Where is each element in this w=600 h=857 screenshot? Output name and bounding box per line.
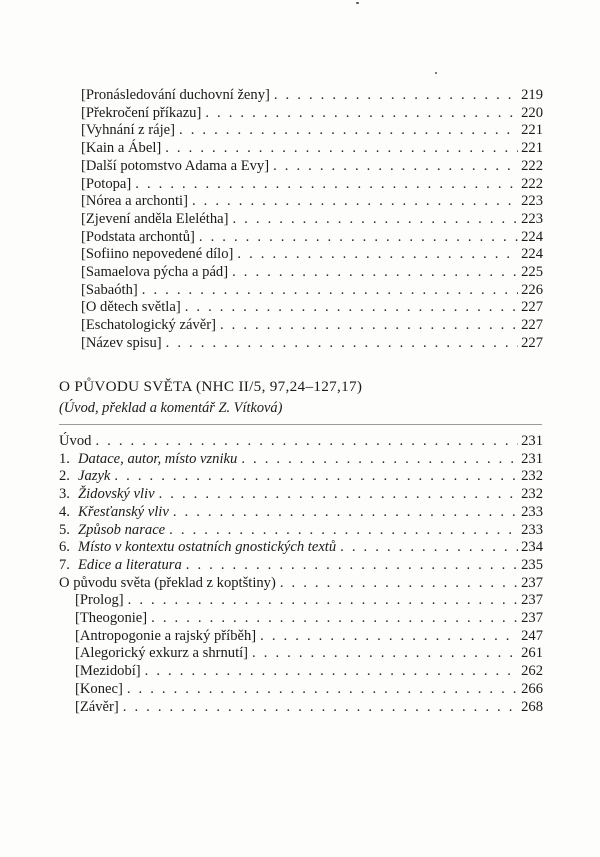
toc-entry-label: [Theogonie] <box>75 610 148 626</box>
toc-leader-dots <box>142 281 518 299</box>
toc-entry-page-number: 232 <box>521 468 543 485</box>
toc-entry-label: Úvod <box>59 433 92 449</box>
toc-entry <box>0 139 600 157</box>
toc-entry <box>0 538 600 556</box>
toc-leader-dots <box>166 334 518 352</box>
toc-entry-label: Místo v kontextu ostatních gnostických textů <box>78 539 337 556</box>
toc-entry-page-number: 235 <box>521 556 543 573</box>
toc-entry-page-number: 266 <box>521 680 543 697</box>
toc-entry <box>0 157 600 175</box>
toc-entry <box>0 662 600 680</box>
toc-entry-page-number: 226 <box>521 281 543 298</box>
toc-entry-label: [Kain a Ábel] <box>81 140 162 157</box>
toc-entry-label: Způsob narace <box>78 521 166 538</box>
toc-entry <box>0 228 600 246</box>
toc-leader-dots <box>232 263 518 281</box>
toc-entry-page-number: 247 <box>521 627 543 644</box>
toc-entry-number: 1. <box>59 450 70 467</box>
toc-entry-label: [Překročení příkazu] <box>81 104 202 121</box>
toc-entry-label: [Název spisu] <box>81 334 162 351</box>
toc-entry <box>0 680 600 698</box>
section-subtitle: (Úvod, překlad a komentář Z. Vítková) <box>59 400 283 416</box>
toc-entry-page-number: 222 <box>521 157 543 174</box>
toc-entry-page-number: 268 <box>521 698 543 715</box>
toc-leader-dots <box>199 228 518 246</box>
section-title: O PŮVODU SVĚTA (NHC II/5, 97,24–127,17) <box>59 378 363 395</box>
toc-entry-page-number: 233 <box>521 503 543 520</box>
toc-entry-page-number: 234 <box>521 539 543 556</box>
toc-entry-page-number: 262 <box>521 663 543 680</box>
toc-entry-page-number: 219 <box>521 87 543 103</box>
toc-entry-label: Křesťanský vliv <box>78 503 169 520</box>
toc-leader-dots <box>114 467 518 485</box>
toc-entry <box>0 298 600 316</box>
toc-entry-page-number: 231 <box>521 450 543 467</box>
toc-entry-label: Edice a literatura <box>78 556 182 573</box>
toc-entry-number: 6. <box>59 539 70 556</box>
toc-leader-dots <box>273 157 518 175</box>
toc-entry-page-number: 237 <box>521 592 543 609</box>
toc-entry <box>0 467 600 485</box>
toc-leader-dots <box>128 591 518 609</box>
toc-leader-dots <box>340 538 518 556</box>
toc-entry-label: Jazyk <box>78 468 111 485</box>
toc-entry <box>0 485 600 503</box>
toc-entry-page-number: 237 <box>521 610 543 626</box>
toc-entry <box>0 556 600 574</box>
toc-entry-label: [Antropogonie a rajský příběh] <box>75 627 257 644</box>
toc-entry-page-number: 223 <box>521 210 543 227</box>
toc-entry-page-number: 223 <box>521 193 543 210</box>
toc-entry-page-number: 220 <box>521 104 543 121</box>
toc-entry-label: [O dětech světla] <box>81 299 181 316</box>
toc-entry-page-number: 227 <box>521 334 543 351</box>
print-speck <box>356 2 359 4</box>
toc-entry-page-number: 231 <box>521 433 543 449</box>
toc-entry-page-number: 227 <box>521 299 543 316</box>
toc-entry-label: [Nórea a archonti] <box>81 193 188 210</box>
toc-leader-dots <box>95 432 518 450</box>
toc-entry-page-number: 221 <box>521 122 543 139</box>
toc-leader-dots <box>135 175 518 193</box>
toc-entry <box>0 192 600 210</box>
toc-leader-dots <box>274 86 518 104</box>
toc-leader-dots <box>159 485 519 503</box>
toc-leader-dots <box>205 104 518 122</box>
toc-entry <box>0 316 600 334</box>
toc-leader-dots <box>185 298 518 316</box>
toc-entry <box>0 503 600 521</box>
toc-entry <box>0 698 600 716</box>
toc-leader-dots <box>169 521 518 539</box>
toc-entry-label: [Další potomstvo Adama a Evy] <box>81 157 270 174</box>
toc-entry-page-number: 261 <box>521 645 543 662</box>
toc-entry-page-number: 224 <box>521 228 543 245</box>
toc-leader-dots <box>151 609 518 627</box>
toc-entry <box>0 432 600 450</box>
toc-leader-dots <box>123 698 518 716</box>
toc-leader-dots <box>173 503 518 521</box>
toc-entry-label: [Eschatologický závěr] <box>81 317 216 334</box>
toc-entry <box>0 591 600 609</box>
toc-entry-label: [Pronásledování duchovní ženy] <box>81 87 270 103</box>
toc-entry <box>0 245 600 263</box>
toc-entry <box>0 644 600 662</box>
toc-entry <box>0 121 600 139</box>
toc-entry-page-number: 221 <box>521 140 543 157</box>
toc-leader-dots <box>145 662 518 680</box>
toc-entry-number: 7. <box>59 556 70 573</box>
toc-entry-label: [Prolog] <box>75 592 124 609</box>
toc-entry-label: [Sabaóth] <box>81 281 138 298</box>
toc-entry-label: Datace, autor, místo vzniku <box>78 450 238 467</box>
toc-entry-page-number: 225 <box>521 264 543 280</box>
toc-entry-label: [Alegorický exkurz a shrnutí] <box>75 645 249 662</box>
toc-entry-label: O původu světa (překlad z koptštiny) <box>59 574 276 591</box>
toc-entry <box>0 86 600 104</box>
toc-entry <box>0 627 600 645</box>
toc-entry-number: 4. <box>59 503 70 520</box>
toc-leader-dots <box>192 192 518 210</box>
toc-entry <box>0 521 600 539</box>
section-divider <box>59 424 542 425</box>
toc-leader-dots <box>241 450 518 468</box>
toc-entry-label: [Mezidobí] <box>75 663 141 680</box>
toc-entry-label: [Závěr] <box>75 698 119 715</box>
toc-leader-dots <box>260 627 518 645</box>
toc-entry-label: [Sofiino nepovedené dílo] <box>81 246 234 263</box>
toc-entry <box>0 450 600 468</box>
toc-entry-page-number: 227 <box>521 317 543 334</box>
toc-entry-label: Židovský vliv <box>78 486 155 503</box>
print-speck <box>435 72 437 74</box>
toc-leader-dots <box>165 139 518 157</box>
toc-entry <box>0 104 600 122</box>
toc-entry-page-number: 232 <box>521 486 543 503</box>
toc-entry <box>0 281 600 299</box>
toc-entry-page-number: 222 <box>521 175 543 192</box>
toc-leader-dots <box>252 644 518 662</box>
toc-entry-label: [Zjevení anděla Eleléthа] <box>81 210 229 227</box>
toc-entry-label: [Samaelova pýcha a pád] <box>81 264 229 280</box>
toc-entry-page-number: 237 <box>521 574 543 591</box>
toc-entry-number: 3. <box>59 486 70 503</box>
toc-entry <box>0 609 600 627</box>
toc-entry-label: [Podstata archontů] <box>81 228 195 245</box>
toc-entry <box>0 334 600 352</box>
toc-entry-label: [Konec] <box>75 680 123 697</box>
toc-entry <box>0 175 600 193</box>
toc-leader-dots <box>127 680 518 698</box>
toc-entry-number: 2. <box>59 468 70 485</box>
toc-entry-page-number: 224 <box>521 246 543 263</box>
toc-leader-dots <box>280 574 518 592</box>
toc-leader-dots <box>220 316 518 334</box>
toc-entry-number: 5. <box>59 521 70 538</box>
toc-leader-dots <box>179 121 518 139</box>
toc-entry <box>0 263 600 281</box>
toc-leader-dots <box>232 210 518 228</box>
toc-leader-dots <box>237 245 518 263</box>
toc-entry-page-number: 233 <box>521 521 543 538</box>
toc-entry-label: [Vyhnání z ráje] <box>81 122 176 139</box>
toc-entry <box>0 574 600 592</box>
toc-entry-label: [Potopa] <box>81 175 132 192</box>
toc-leader-dots <box>186 556 518 574</box>
toc-entry <box>0 210 600 228</box>
